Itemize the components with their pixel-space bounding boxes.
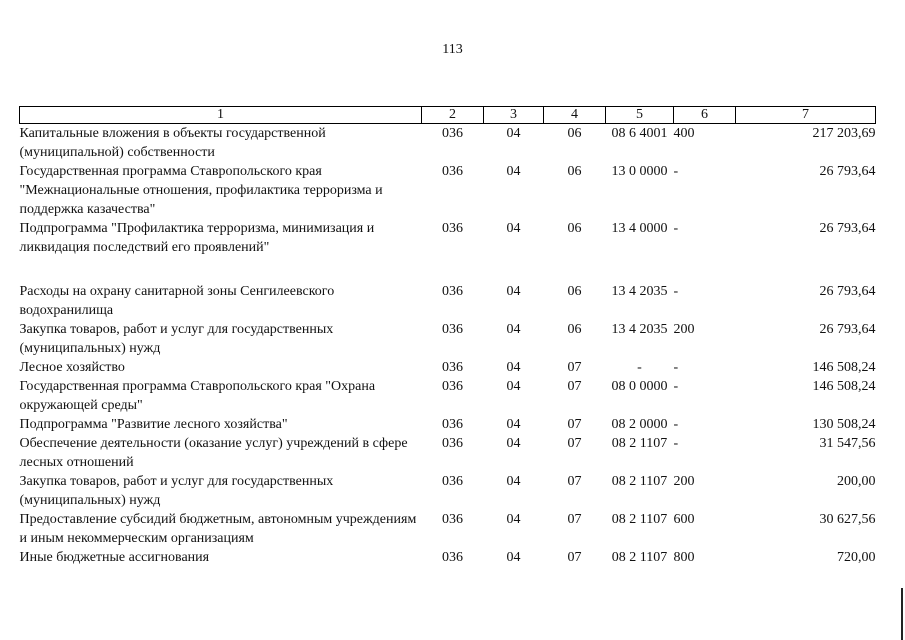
table-row xyxy=(20,377,876,415)
row-code-c6: - xyxy=(673,164,679,179)
table-row xyxy=(20,162,876,219)
row-code-c4: 06 xyxy=(567,221,582,236)
header-cell: 6 xyxy=(674,107,736,124)
row-code-c4: 07 xyxy=(567,550,582,565)
header-cell: 5 xyxy=(606,107,674,124)
row-name: Лесное хозяйство xyxy=(19,360,125,375)
header-cell: 1 xyxy=(20,107,422,124)
row-name: Расходы на охрану санитарной зоны Сенгилеевского водохранилища xyxy=(19,284,335,318)
table-row xyxy=(20,548,876,567)
row-code-c3: 04 xyxy=(506,322,521,337)
header-cell: 7 xyxy=(736,107,876,124)
row-code-c4: 07 xyxy=(567,436,582,451)
row-code-c4: 07 xyxy=(567,379,582,394)
row-code-c6: 600 xyxy=(673,512,695,527)
table-row xyxy=(20,320,876,358)
table-row xyxy=(20,219,876,282)
row-name: Обеспечение деятельности (оказание услуг) учреждений в сфере лесных отношений xyxy=(19,436,408,470)
row-code-c2: 036 xyxy=(442,474,463,489)
row-amount: 130 508,24 xyxy=(812,417,876,432)
header-cell: 4 xyxy=(544,107,606,124)
row-code-c5: 13 4 2035 xyxy=(611,322,668,337)
row-amount: 26 793,64 xyxy=(819,322,876,337)
row-code-c6: 800 xyxy=(673,550,695,565)
table-row xyxy=(20,510,876,548)
row-name: Предоставление субсидий бюджетным, автономным учреждениям и иным некоммерческим организациям xyxy=(19,512,417,546)
row-amount: 146 508,24 xyxy=(812,360,876,375)
row-code-c2: 036 xyxy=(442,360,463,375)
row-amount: 146 508,24 xyxy=(812,379,876,394)
row-amount: 31 547,56 xyxy=(819,436,876,451)
page-edge-line xyxy=(901,588,903,640)
row-code-c2: 036 xyxy=(442,379,463,394)
header-row xyxy=(20,107,876,124)
row-code-c5: - xyxy=(637,360,642,375)
row-code-c4: 07 xyxy=(567,417,582,432)
row-code-c6: 200 xyxy=(673,474,695,489)
row-code-c6: - xyxy=(673,379,679,394)
row-code-c6: - xyxy=(673,360,679,375)
table-row xyxy=(20,472,876,510)
table-row xyxy=(20,124,876,163)
row-code-c5: 13 4 2035 xyxy=(611,284,668,299)
row-code-c3: 04 xyxy=(506,379,521,394)
page-number: 113 xyxy=(442,42,463,57)
row-code-c3: 04 xyxy=(506,284,521,299)
row-name: Закупка товаров, работ и услуг для государственных (муниципальных) нужд xyxy=(19,322,334,356)
row-code-c5: 08 2 1107 xyxy=(611,474,668,489)
row-code-c4: 07 xyxy=(567,512,582,527)
row-code-c5: 08 2 1107 xyxy=(611,550,668,565)
row-amount: 30 627,56 xyxy=(819,512,876,527)
row-name: Подпрограмма "Развитие лесного хозяйства" xyxy=(19,417,288,432)
row-code-c4: 07 xyxy=(567,360,582,375)
row-code-c5: 08 2 0000 xyxy=(611,417,668,432)
row-code-c4: 06 xyxy=(567,164,582,179)
row-code-c5: 13 0 0000 xyxy=(611,164,668,179)
row-code-c2: 036 xyxy=(442,322,463,337)
row-code-c6: 200 xyxy=(673,322,695,337)
table-row xyxy=(20,282,876,320)
row-code-c5: 08 6 4001 xyxy=(611,126,668,141)
table-row xyxy=(20,415,876,434)
row-amount: 26 793,64 xyxy=(819,221,876,236)
row-amount: 26 793,64 xyxy=(819,164,876,179)
row-amount: 720,00 xyxy=(837,550,876,565)
row-code-c6: - xyxy=(673,417,679,432)
row-name: Подпрограмма "Профилактика терроризма, минимизация и ликвидация последствий его проявлений" xyxy=(19,221,375,255)
row-code-c2: 036 xyxy=(442,436,463,451)
row-code-c6: 400 xyxy=(673,126,695,141)
row-code-c2: 036 xyxy=(442,417,463,432)
row-code-c3: 04 xyxy=(506,126,521,141)
row-code-c5: 08 0 0000 xyxy=(611,379,668,394)
row-code-c4: 07 xyxy=(567,474,582,489)
row-code-c3: 04 xyxy=(506,474,521,489)
row-code-c4: 06 xyxy=(567,322,582,337)
row-code-c3: 04 xyxy=(506,512,521,527)
budget-table xyxy=(19,106,876,567)
row-code-c3: 04 xyxy=(506,360,521,375)
row-code-c4: 06 xyxy=(567,126,582,141)
row-code-c3: 04 xyxy=(506,417,521,432)
row-code-c3: 04 xyxy=(506,221,521,236)
row-code-c2: 036 xyxy=(442,221,463,236)
row-code-c6: - xyxy=(673,284,679,299)
row-code-c3: 04 xyxy=(506,436,521,451)
table-row xyxy=(20,358,876,377)
row-name: Государственная программа Ставропольского края "Охрана окружающей среды" xyxy=(19,379,376,413)
row-name: Капитальные вложения в объекты государственной (муниципальной) собственности xyxy=(19,126,326,160)
row-name: Иные бюджетные ассигнования xyxy=(19,550,210,565)
row-code-c6: - xyxy=(673,221,679,236)
row-amount: 217 203,69 xyxy=(812,126,876,141)
row-code-c4: 06 xyxy=(567,284,582,299)
row-code-c6: - xyxy=(673,436,679,451)
row-code-c5: 08 2 1107 xyxy=(611,512,668,527)
row-code-c2: 036 xyxy=(442,164,463,179)
row-amount: 26 793,64 xyxy=(819,284,876,299)
row-code-c2: 036 xyxy=(442,284,463,299)
row-code-c2: 036 xyxy=(442,126,463,141)
row-code-c5: 13 4 0000 xyxy=(611,221,668,236)
row-name: Государственная программа Ставропольского края "Межнациональные отношения, профилактика терроризма и поддержка казачества" xyxy=(19,164,383,217)
table-row xyxy=(20,434,876,472)
row-code-c2: 036 xyxy=(442,512,463,527)
header-cell: 3 xyxy=(484,107,544,124)
row-code-c3: 04 xyxy=(506,164,521,179)
row-code-c5: 08 2 1107 xyxy=(611,436,668,451)
row-name: Закупка товаров, работ и услуг для государственных (муниципальных) нужд xyxy=(19,474,334,508)
row-code-c2: 036 xyxy=(442,550,463,565)
row-amount: 200,00 xyxy=(837,474,876,489)
row-code-c3: 04 xyxy=(506,550,521,565)
header-cell: 2 xyxy=(422,107,484,124)
